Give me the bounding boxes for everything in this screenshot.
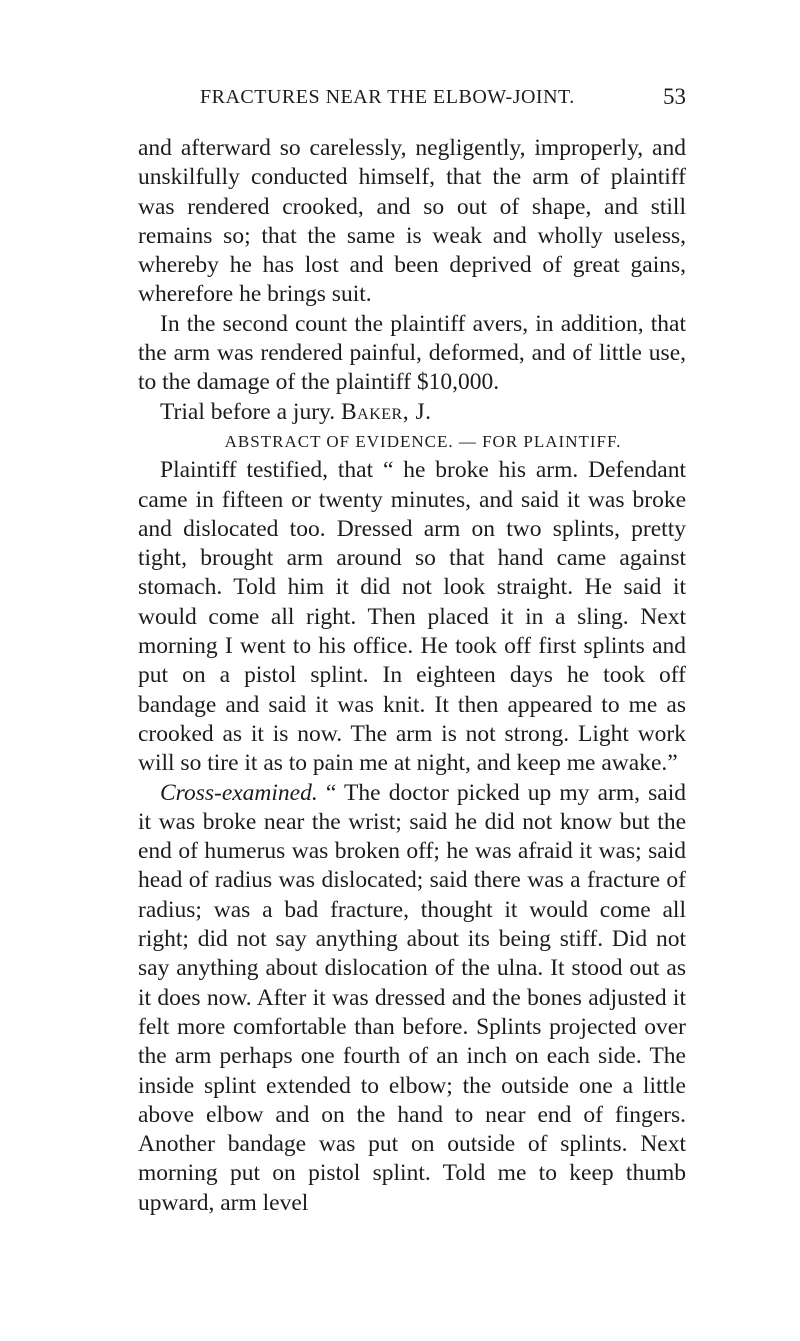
judge-name: Baker, J. <box>341 398 432 425</box>
section-heading: ABSTRACT OF EVIDENCE. — FOR PLAINTIFF. <box>224 431 622 451</box>
paragraph-second-count: In the second count the plaintiff avers, in addition, that the arm was rendered painful, deformed, and of little use, to the damage of the plaintiff $10,000. <box>138 310 686 396</box>
paragraph-plaintiff-testimony: Plaintiff testified, that “ he broke his arm. Defendant came in fifteen or twenty minutes, and said it was broke and dislocated too. Dressed arm on two splints, pretty tight, brought arm around so that hand came against stomach. Told him it did not look straight. He said it would come all right. Then placed it in a sling. Next morning I went to his office. He took off first splints and put on a pistol splint. In eighteen days he took off bandage and said it was knit. It then appeared to me as crooked as it is now. The arm is not strong. Light work will so tire it as to pain me at night, and keep me awake.” <box>138 457 686 777</box>
paragraph-cross-examination <box>138 779 686 1218</box>
paragraph-continuation: and afterward so carelessly, negligently, improperly, and unskilfully conducted himself, that the arm of plaintiff was rendered crooked, and so out of shape, and still remains so; that the same is weak and wholly useless, whereby he has lost and been deprived of great gains, wherefore he brings suit. <box>138 135 686 308</box>
trial-text: Trial before a jury. <box>160 398 336 425</box>
cross-examination-text: “ The doctor picked up my arm, said it was broke near the wrist; said he did not know but the end of humerus was broken off; he was afraid it was; said head of radius was dislocated; said there was a fracture of radius; was a bad fracture, thought it would come all right; did not say anything about its being stiff. Did not say anything about dislocation of the ulna. It stood out as it does now. After it was dressed and the bones adjusted it felt more comfortable than before. Splints projected over the arm perhaps one fourth of an inch on each side. The inside splint extended to elbow; the outside one a little above elbow and on the hand to near end of fingers. Another bandage was put on outside of splints. Next morning put on pistol splint. Told me to keep thumb upward, arm level <box>138 779 686 1216</box>
paragraph-trial <box>138 398 686 427</box>
running-title: FRACTURES NEAR THE ELBOW-JOINT. <box>200 86 575 108</box>
page-number: 53 <box>663 84 686 109</box>
cross-examined-label: Cross-examined. <box>160 779 318 806</box>
running-head <box>138 86 686 116</box>
body-text <box>138 134 686 1218</box>
